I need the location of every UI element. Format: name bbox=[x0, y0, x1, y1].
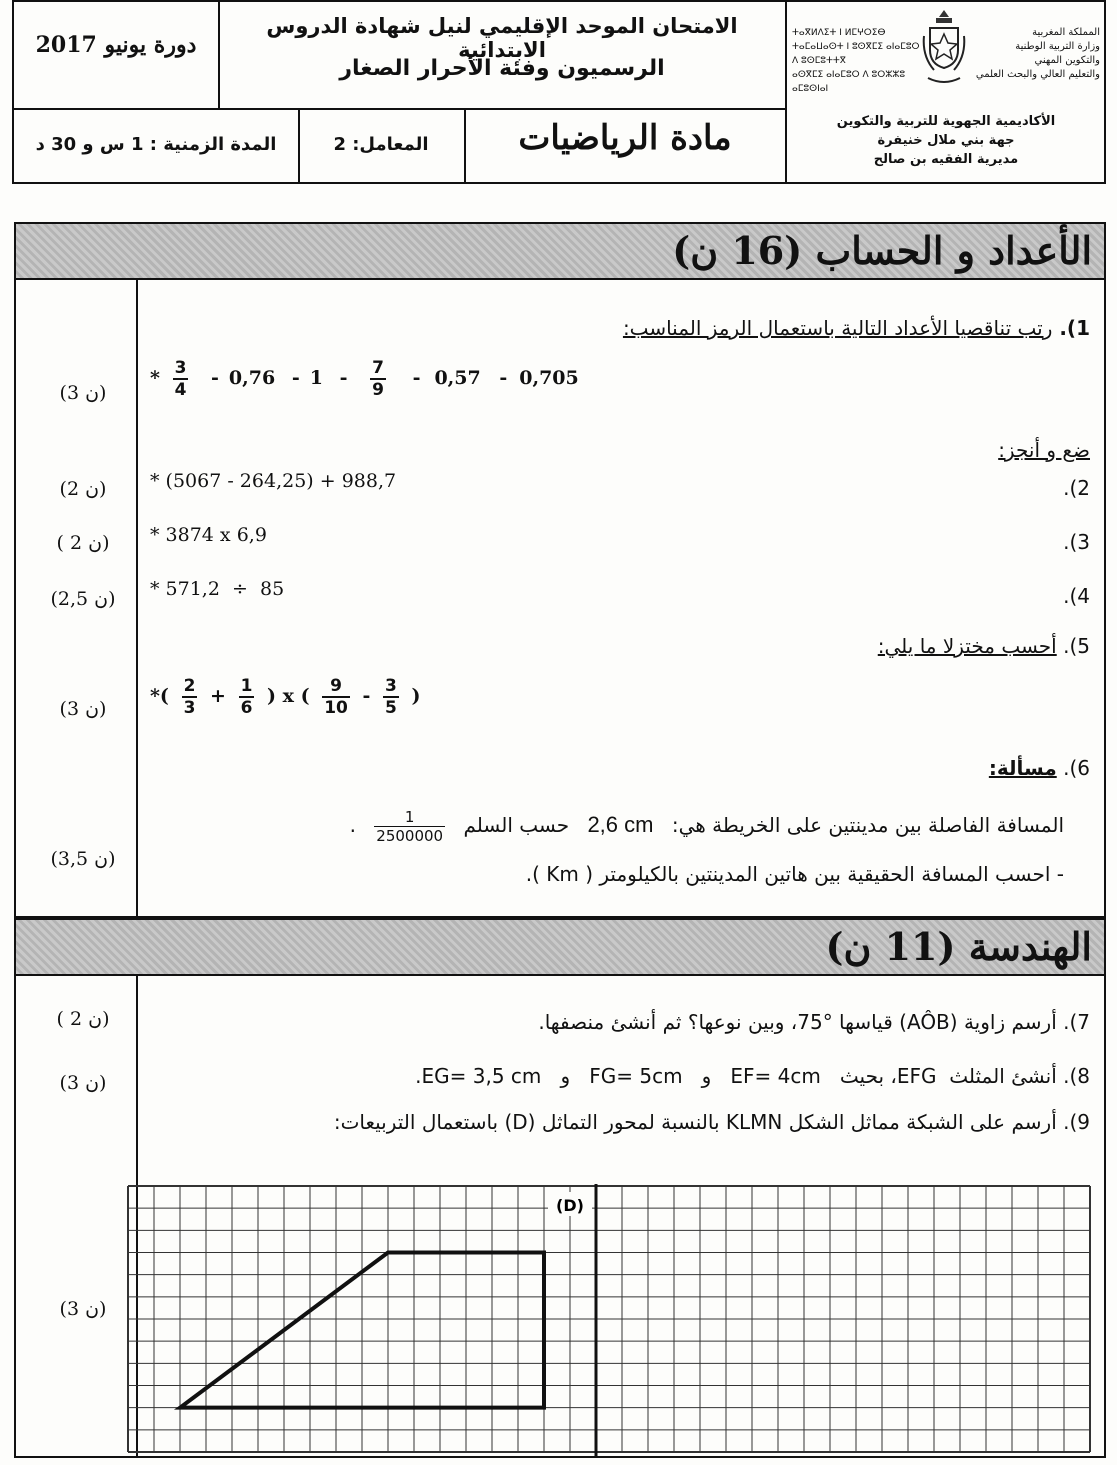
q2-number: .(2 bbox=[1063, 476, 1090, 500]
q2-expression: * (5067 - 264,25) + 988,7 bbox=[150, 470, 397, 492]
subject-title: مادة الرياضيات bbox=[518, 118, 732, 158]
header-vline-session bbox=[218, 0, 220, 110]
header-vline-duration bbox=[298, 108, 300, 184]
q5-expression: *( $\frac{2}{3}$ + $\frac{1}{6}$ ) x ( $\frac{9}{10}$ - $\frac{3}{5}$ ) bbox=[150, 676, 421, 718]
q8-text: 8). أنشئ المثلث EFG، بحيث EF= 4cm و FG= 5cm و EG= 3,5 cm. bbox=[415, 1064, 1090, 1088]
q4-expression: * 571,2 ÷ 85 bbox=[150, 578, 285, 600]
session-label: دورة يونيو 2017 bbox=[35, 32, 197, 58]
q1-instruction bbox=[623, 316, 1090, 340]
q6-heading bbox=[989, 756, 1090, 780]
ministry-tf-line: ⴷ ⵓⵙⵎⵓⵜⵜⴳ bbox=[792, 56, 846, 66]
ministry-arabic bbox=[960, 26, 1100, 82]
q5-number: 5). bbox=[1056, 634, 1090, 658]
q1-value: 1 bbox=[309, 367, 323, 389]
q6-distance: 2,6 cm bbox=[587, 812, 654, 837]
q6-text1: المسافة الفاصلة بين مدينتين على الخريطة هي: bbox=[671, 813, 1064, 837]
q3-expression: * 3874 x 6,9 bbox=[150, 524, 267, 546]
q7-text: 7). أرسم زاوية (AÔB) قياسها °75، وبين نوعها؟ ثم أنشئ منصفها. bbox=[538, 1010, 1090, 1034]
points-column-divider bbox=[136, 280, 138, 916]
ministry-tifinagh bbox=[792, 26, 922, 96]
coefficient-label: المعامل: 2 bbox=[333, 134, 429, 155]
q5-fraction: $\frac{1}{6}$ bbox=[240, 676, 253, 718]
q5-fraction: $\frac{3}{5}$ bbox=[385, 676, 397, 718]
ministry-ar-line: والتكوين المهني bbox=[1034, 55, 1100, 66]
q9-points: (3 ن) bbox=[59, 1298, 107, 1320]
section-numbers-title: الأعداد و الحساب (16 ن) bbox=[672, 228, 1092, 273]
q6-title: مسألة: bbox=[988, 756, 1057, 780]
exam-title-line2: الرسميون وفئة الأحرار الصغار bbox=[339, 56, 665, 81]
header-vline-right bbox=[785, 0, 787, 184]
q6-points: (3,5 ن) bbox=[50, 848, 116, 870]
exam-title-line1: الامتحان الموحد الإقليمي لنيل شهادة الدروس الابتدائية bbox=[266, 14, 738, 62]
ministry-ar-line: المملكة المغربية bbox=[1032, 27, 1100, 38]
ministry-tf-line: ⵜⴰⴳⵍⴷⵉⵜ ⵏ ⵍⵎⵖⵔⵉⴱ bbox=[792, 28, 886, 38]
header-hline bbox=[12, 108, 787, 110]
section-geometry-band bbox=[14, 918, 1106, 976]
q2-points: (2 ن) bbox=[59, 478, 107, 500]
q1-value: 0,76 bbox=[228, 367, 276, 389]
ministry-tf-line: ⴰⵙⴳⵎⵉ ⴰⵏⴰⵎⵓⵔ ⴷ ⵓⵔⵣⵣⵓ ⴰⵎⵓⵙⵏⴰⵏ bbox=[792, 70, 906, 94]
q3-points: ( 2 ن) bbox=[56, 532, 110, 554]
q6-scale-fraction: $\frac{1}{2500000}$ bbox=[376, 808, 444, 845]
q9-text: 9). أرسم على الشبكة مماثل الشكل KLMN بالنسبة لمحور التماثل (D) باستعمال التربيعات: bbox=[333, 1110, 1090, 1134]
q1-number: 1). bbox=[1052, 316, 1090, 340]
academy-block bbox=[790, 112, 1102, 169]
q6-number: 6). bbox=[1056, 756, 1090, 780]
q1-fraction-3-4: $\frac{3}{4}$ bbox=[174, 358, 187, 400]
academy-line: الأكاديمية الجهوية للتربية والتكوين bbox=[836, 114, 1056, 129]
q5-fraction: $\frac{2}{3}$ bbox=[183, 676, 196, 718]
q4-number: .(4 bbox=[1063, 584, 1090, 608]
q1-value: 0,705 bbox=[519, 367, 579, 389]
section-geometry-title: الهندسة (11 ن) bbox=[825, 924, 1092, 969]
academy-line: مديرية الفقيه بن صالح bbox=[873, 152, 1019, 167]
header-vline-coef bbox=[464, 108, 466, 184]
ministry-tf-line: ⵜⴰⵎⴰⵡⴰⵙⵜ ⵏ ⵓⵙⴳⵎⵉ ⴰⵏⴰⵎⵓⵔ bbox=[792, 42, 920, 52]
q5-fraction: $\frac{9}{10}$ bbox=[324, 676, 348, 718]
q5-points: (3 ن) bbox=[59, 698, 107, 720]
q1-fraction-7-9: $\frac{7}{9}$ bbox=[372, 358, 384, 400]
q6-question: - احسب المسافة الحقيقية بين هاتين المدينتين بالكيلومتر ( Km ). bbox=[525, 862, 1064, 886]
section-numbers bbox=[14, 280, 1106, 918]
q1-text: رتب تناقصيا الأعداد التالية باستعمال الرمز المناسب: bbox=[622, 316, 1053, 340]
section-numbers-band bbox=[14, 222, 1106, 280]
q4-points: (2,5 ن) bbox=[50, 588, 116, 610]
coat-of-arms-icon bbox=[922, 6, 966, 102]
symmetry-grid[interactable] bbox=[124, 1184, 1096, 1456]
ministry-ar-line: والتعليم العالي والبحث العلمي bbox=[975, 69, 1100, 80]
q7-points: ( 2 ن) bbox=[56, 1008, 110, 1030]
q6-line1: المسافة الفاصلة بين مدينتين على الخريطة هي: 2,6 cm حسب السلم $\frac{1}{2500000}$ . bbox=[349, 808, 1064, 845]
q1-numbers: * $\frac{3}{4}$ - 0,76 - 1 - $\frac{7}{9}$ - 0,57 - 0,705 bbox=[150, 358, 579, 400]
q8-points: (3 ن) bbox=[59, 1072, 107, 1094]
q1-points: (3 ن) bbox=[59, 382, 107, 404]
academy-line: جهة بني ملال خنيفرة bbox=[877, 133, 1015, 148]
q5-text: أحسب مختزلا ما يلي: bbox=[877, 634, 1057, 658]
q5-instruction bbox=[878, 634, 1090, 658]
duration-label: المدة الزمنية : 1 س و 30 د bbox=[35, 134, 277, 155]
q1-value: 0,57 bbox=[434, 367, 481, 389]
grid-lines bbox=[128, 1186, 1090, 1452]
ministry-ar-line: وزارة التربية الوطنية bbox=[1015, 41, 1100, 52]
q6-scale-label: حسب السلم bbox=[463, 813, 570, 837]
put-and-compute-label: ضع و أنجز: bbox=[998, 438, 1090, 462]
axis-label: (D) bbox=[556, 1196, 584, 1215]
q3-number: .(3 bbox=[1063, 530, 1090, 554]
